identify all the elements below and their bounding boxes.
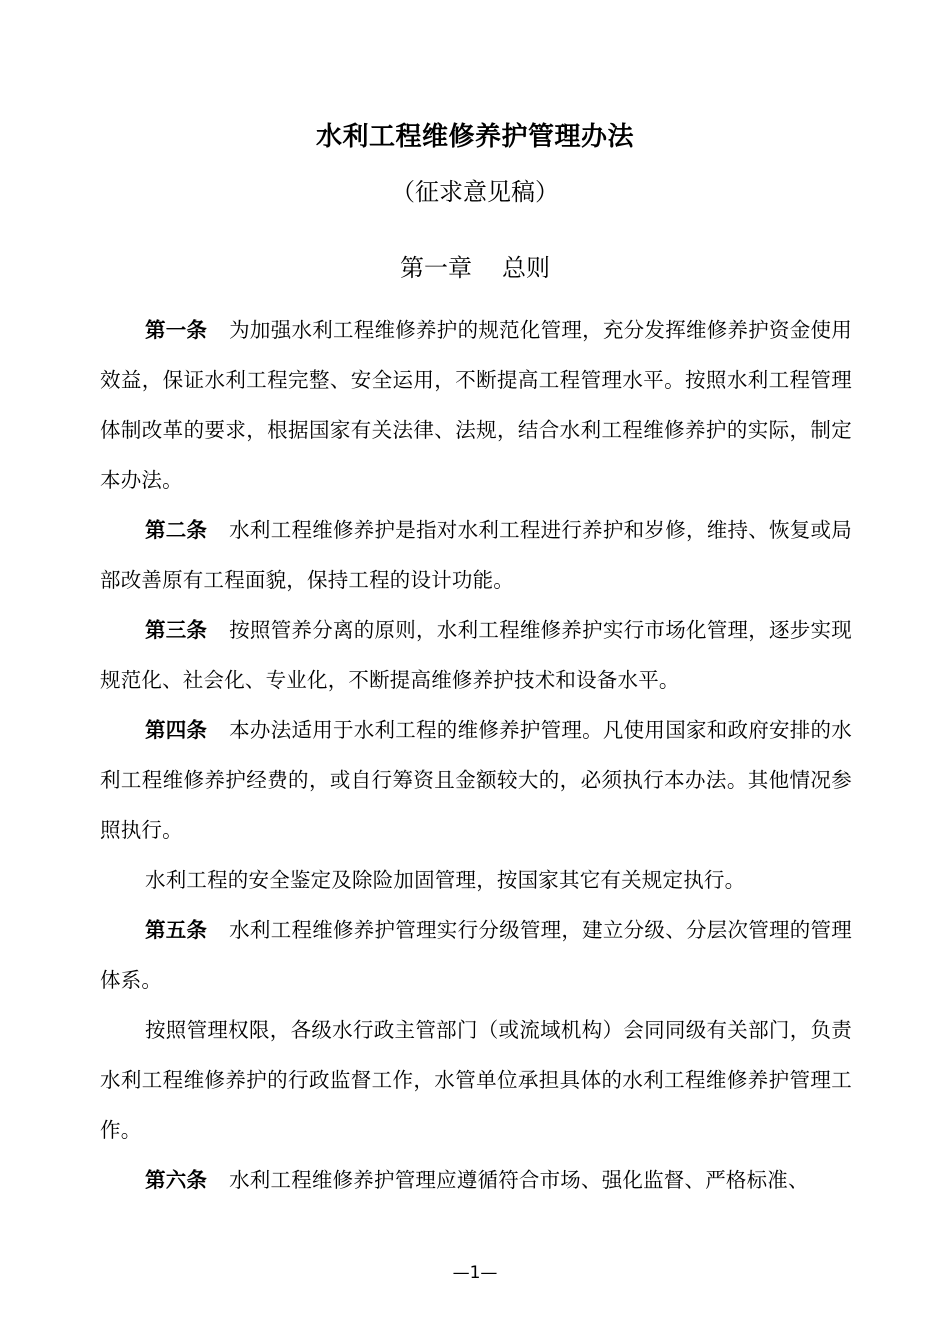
document-title: 水利工程维修养护管理办法 bbox=[315, 122, 634, 152]
article-label: 第六条 bbox=[145, 1168, 208, 1192]
article-text: 水利工程维修养护管理实行分级管理，建立分级、分层次管理的管理体系。 bbox=[100, 918, 852, 992]
document-body bbox=[100, 305, 852, 1205]
article-1 bbox=[100, 305, 852, 505]
article-4-continued bbox=[100, 855, 852, 905]
page-number: —1— bbox=[452, 1263, 498, 1283]
article-5 bbox=[100, 905, 852, 1005]
chapter-name: 总则 bbox=[502, 254, 550, 282]
article-5-continued bbox=[100, 1005, 852, 1155]
article-text: 水利工程维修养护是指对水利工程进行养护和岁修，维持、恢复或局部改善原有工程面貌，保持工程的设计功能。 bbox=[100, 518, 852, 592]
article-text: 为加强水利工程维修养护的规范化管理，充分发挥维修养护资金使用效益，保证水利工程完整、安全运用，不断提高工程管理水平。按照水利工程管理体制改革的要求，根据国家有关法律、法规，结合水利工程维修养护的实际，制定本办法。 bbox=[100, 318, 852, 492]
article-6 bbox=[100, 1155, 852, 1205]
article-label: 第五条 bbox=[145, 918, 208, 942]
article-label: 第三条 bbox=[145, 618, 208, 642]
article-text: 按照管养分离的原则，水利工程维修养护实行市场化管理，逐步实现规范化、社会化、专业化，不断提高维修养护技术和设备水平。 bbox=[100, 618, 852, 692]
chapter-number: 第一章 bbox=[400, 254, 472, 282]
paragraph-text: 按照管理权限，各级水行政主管部门（或流域机构）会同同级有关部门，负责水利工程维修养护的行政监督工作，水管单位承担具体的水利工程维修养护管理工作。 bbox=[100, 1018, 852, 1142]
article-3 bbox=[100, 605, 852, 705]
article-4 bbox=[100, 705, 852, 855]
article-text: 本办法适用于水利工程的维修养护管理。凡使用国家和政府安排的水利工程维修养护经费的，或自行筹资且金额较大的，必须执行本办法。其他情况参照执行。 bbox=[100, 718, 852, 842]
document-subtitle: （征求意见稿） bbox=[391, 178, 559, 206]
article-label: 第四条 bbox=[145, 718, 208, 742]
paragraph-text: 水利工程的安全鉴定及除险加固管理，按国家其它有关规定执行。 bbox=[145, 868, 746, 892]
article-text: 水利工程维修养护管理应遵循符合市场、强化监督、严格标准、 bbox=[229, 1168, 809, 1192]
article-label: 第二条 bbox=[145, 518, 208, 542]
chapter-heading bbox=[0, 248, 950, 283]
article-label: 第一条 bbox=[145, 318, 208, 342]
article-2 bbox=[100, 505, 852, 605]
